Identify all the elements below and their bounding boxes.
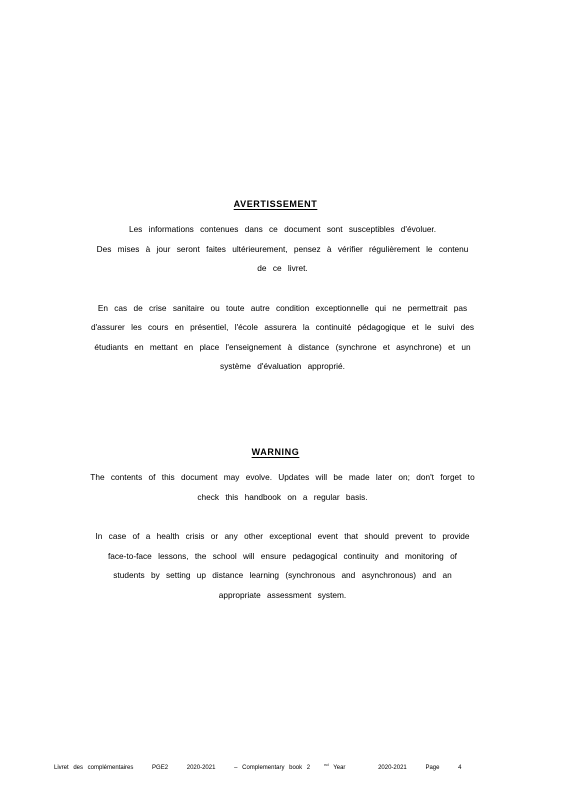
text-line: The contents of this document may evolve. Updates will be made later on; don't forget to [90,472,475,482]
french-paragraph-2 [40,299,525,377]
text-line: In case of a health crisis or any other exceptional event that should prevent to provide [95,531,470,541]
text-line: de ce livret. [257,263,308,273]
french-paragraph-1 [40,220,525,279]
footer-page-number: 4 [458,765,462,771]
english-paragraph-2 [40,527,525,605]
footer-year-fr: 2020-2021 [186,765,216,771]
english-warning-section [40,446,525,605]
french-warning-section [40,198,525,377]
footer-year-en: 2020-2021 [378,765,407,771]
french-heading: AVERTISSEMENT [233,199,318,209]
text-line: face-to-face lessons, the school will ensure pedagogical continuity and monitoring of [107,550,457,561]
text-line: appropriate assessment system. [218,589,347,600]
text-line: système d'évaluation approprié. [220,361,345,371]
text-line: Les informations contenues dans ce document sont susceptibles d'évoluer. [128,224,437,234]
text-line: students by setting up distance learning (synchronous and asynchronous) and an [113,570,452,580]
english-heading: WARNING [251,447,300,457]
footer-ordinal: nd [324,762,329,767]
footer-doc-title-en: – Complementary book 2nd Year [234,762,346,771]
text-line: étudiants en mettant en place l'enseignement à distance (synchrone et asynchrone) et un [94,341,471,352]
text-line: En cas de crise sanitaire ou toute autre condition exceptionnelle qui ne permettrait pas [97,302,468,313]
footer-page-label: Page [425,765,440,771]
text-line: d'assurer les cours en présentiel, l'école assurera la continuité pédagogique et le suivi des [90,322,475,332]
english-paragraph-1 [40,468,525,507]
page-footer [54,761,475,772]
footer-doc-title-fr: Livret des complémentaires [54,765,134,771]
footer-year-label: Year [333,765,346,771]
text-line: check this handbook on a regular basis. [197,491,368,502]
footer-program: PGE2 [152,765,169,771]
text-line: Des mises à jour seront faites ultérieurement, pensez à vérifier régulièrement le contenu [96,243,469,254]
